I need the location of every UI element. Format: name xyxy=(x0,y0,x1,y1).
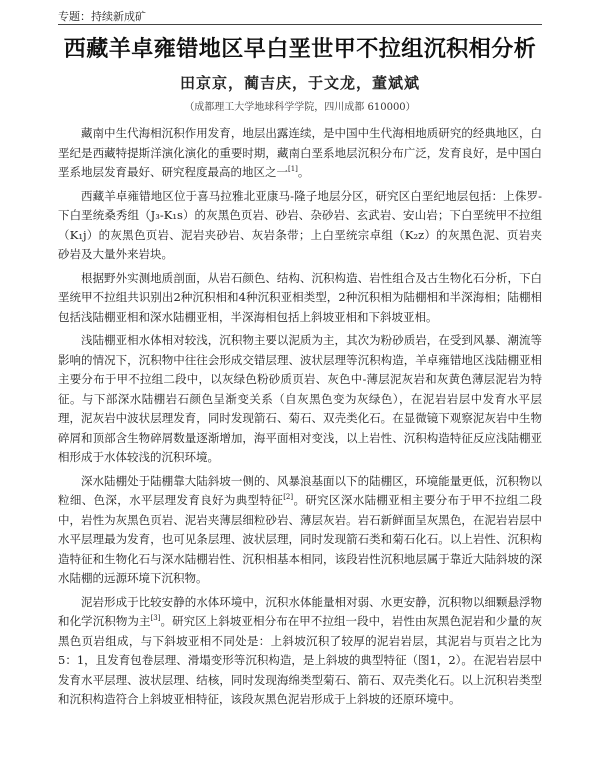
paragraph-tail: 。研究区深水陆棚亚相主要分布于甲不拉组二段中，岩性为灰黑色页岩、泥岩夹薄层细粒砂岩、薄层灰岩。岩石新鲜面呈灰黑色，在泥岩岩层中水平层理最为发育，也可见条层理、波状层理，同时发现箭石类和菊石化石。以上岩性、沉积构造特征和生物化石与深水陆棚岩性、沉积相基本相同，该段岩性沉积地层属于靠近大陆斜坡的深水陆棚的远源环境下沉积物。 xyxy=(58,493,542,585)
paragraph-text: 深水陆棚处于陆棚靠大陆斜坡一侧的、风暴浪基面以下的陆棚区，环境能量更低，沉积物以粒细、色深，水平层理发育良好为典型特征 xyxy=(58,473,542,507)
citation-ref[interactable]: [3] xyxy=(150,614,161,623)
paragraph-text: 藏南中生代海相沉积作用发育，地层出露连续，是中国中生代海相地质研究的经典地区，白垩纪是西藏特提斯洋演化演化的重要时期，藏南白垩系地层沉积分布广泛，发育良好，是中国白垩系地层发育最好、研究程度最高的地区之一 xyxy=(58,126,542,179)
author-affiliation: （成都理工大学地球科学学院，四川成都 610000） xyxy=(184,102,416,113)
author-list: 田京京，蔺吉庆，于文龙，董斌斌 xyxy=(179,74,420,92)
paragraph-text: 泥岩形成于比较安静的水体环境中，沉积水体能量相对弱、水更安静，沉积物以细颗悬浮物和化学沉积物为主 xyxy=(58,594,542,628)
citation-ref[interactable]: [1] xyxy=(288,165,298,174)
paragraph-tail: 。 xyxy=(297,165,310,179)
paragraph-text: 根据野外实测地质剖面，从岩石颜色、结构、沉积构造、岩性组合及古生物化石分析，下白垩统甲不拉组共识别出2种沉积相和4种沉积亚相类型，2种沉积相为陆棚相和半深海相；陆棚相包括浅陆棚亚相和深水陆棚亚相，半深海相包括上斜坡亚相和下斜坡亚相。 xyxy=(58,270,542,324)
paragraph-deep-shelf xyxy=(58,472,542,589)
header-divider xyxy=(58,24,542,25)
paragraph-intro xyxy=(58,124,542,183)
paragraph-text: 西藏羊卓雍错地区位于喜马拉雅北亚康马-隆子地层分区，研究区白垩纪地层包括：上侏罗-下白垩统桑秀组（J₃-K₁s）的灰黑色页岩、砂岩、杂砂岩、玄武岩、安山岩；下白垩统甲不拉组（K₁j）的灰黑色页岩、泥岩夹砂岩、灰岩条带；上白垩统宗卓组（K₂z）的灰黑色泥、页岩夹砂岩及大量外来岩块。 xyxy=(58,188,542,261)
column-header: 专题：持续新成矿 xyxy=(58,10,146,23)
paragraph-shallow-shelf xyxy=(58,331,542,468)
paragraph-geology xyxy=(58,187,542,265)
paragraph-text: 浅陆棚亚相水体相对较浅，沉积物主要以泥质为主，其次为粉砂质岩，在受到风暴、潮流等影响的情况下，沉积物中往往会形成交错层理、波状层理等沉积构造，羊卓雍错地区浅陆棚亚相主要分布于甲不拉组二段中，以灰绿色粉砂质页岩、灰色中-薄层泥灰岩和灰黄色薄层泥岩为特征。与下部深水陆棚岩石颜色呈渐变关系（自灰黑色变为灰绿色），在泥岩岩层中发育水平层理，泥灰岩中波状层理发育，同时发现箭石、菊石、双壳类化石。在显微镜下观察泥灰岩中生物碎屑和顶部含生物碎屑数量逐渐增加，海平面相对变浅，以上岩性、沉积构造特征反应浅陆棚亚相形成于水体较浅的沉积环境。 xyxy=(58,333,542,464)
paragraph-tail: 。研究区上斜坡亚相分布在甲不拉组一段中，岩性由灰黑色泥岩和少量的灰黑色页岩组成，与下斜坡亚相不同处是：上斜坡沉积了较厚的泥岩岩层，其泥岩与页岩之比为5：1，且发育包卷层理、滑塌变形等沉积构造，是上斜坡的典型特征（图1，2）。在泥岩岩层中发育水平层理、波状层理、结核，同时发现海绵类型菊石、箭石、双壳类化石。以上沉积岩类型和沉积构造符合上斜坡亚相特征，该段灰黑色泥岩形成于上斜坡的还原环境中。 xyxy=(58,614,543,706)
paragraph-upper-slope xyxy=(58,593,542,710)
citation-ref[interactable]: [2] xyxy=(283,493,294,502)
article-title: 西藏羊卓雍错地区早白垩世甲不拉组沉积相分析 xyxy=(63,37,537,62)
paragraph-facies-overview xyxy=(58,269,542,328)
article-body xyxy=(58,124,542,710)
